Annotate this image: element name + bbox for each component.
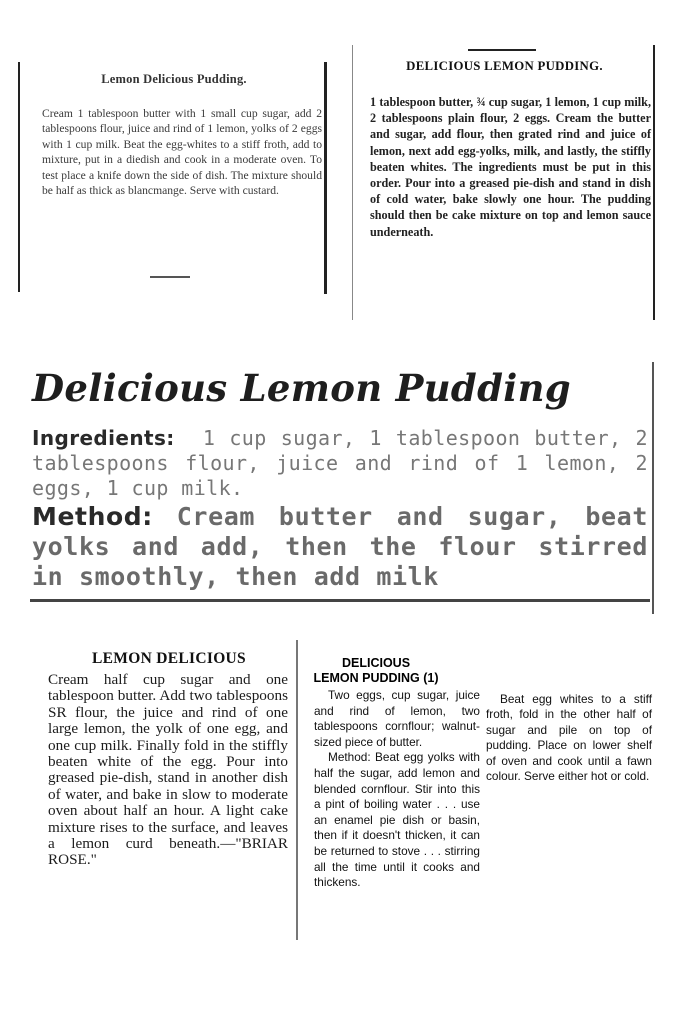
method-body: Cream butter and sugar, beat yolks and add, then the flour stirred in smoothly, then add milk bbox=[32, 502, 648, 591]
column-right bbox=[486, 692, 652, 784]
clipping-body: 1 tablespoon butter, ¾ cup sugar, 1 lemon, 1 cup milk, 2 tablespoons plain flour, 2 eggs. Cream the butter and sugar, add flour, then grated rind and juice of lemon, next add egg-yolks, milk, and lastly, the stiffly beaten whites. The ingredients must be put in this order. Pour into a greased pie-dish and stand in dish of cold water, bake slowly one hour. The pudding should then be cake mixture on top and lemon sauce underneath. bbox=[370, 95, 651, 239]
title-line-2: LEMON PUDDING (1) bbox=[313, 671, 439, 685]
title-line-1: DELICIOUS bbox=[341, 656, 411, 670]
clipping-title: Lemon Delicious Pudding. bbox=[101, 72, 247, 86]
clipping-lemon-delicious bbox=[40, 640, 298, 950]
clipping-title: LEMON DELICIOUS bbox=[92, 650, 246, 667]
clipping-delicious-lemon-pudding-2 bbox=[306, 650, 678, 950]
clipping-body: Cream half cup sugar and one tablespoon butter. Add two tablespoons SR flour, the juice and rind of one large lemon, the yolk of one egg, and one cup milk. Finally fold in the stiffly beaten white of the egg. Pour into greased pie-dish, stand in another dish of water, and bake in slow to moderate oven about half an hour. A light cake mixture rises to the surface, and leaves a lemon curd beneath.—"BRIAR ROSE." bbox=[48, 671, 288, 869]
paragraph: Method: Beat egg yolks with half the sugar, add lemon and blended cornflour. Stir into this a pint of boiling water . . . use an enamel pie dish or basin, then if it doesn't thicken, it can be returned to stove . . . stirring all the time until it cooks and thickens. bbox=[314, 750, 480, 890]
column-rule-left bbox=[18, 62, 20, 292]
ingredients-label: Ingredients: bbox=[32, 426, 175, 450]
ingredients-text bbox=[32, 426, 648, 501]
column-rule-right bbox=[653, 45, 655, 320]
clipping-title bbox=[306, 656, 446, 686]
clipping-title: Delicious Lemon Pudding bbox=[32, 366, 571, 410]
paragraph: Beat egg whites to a stiff froth, fold in the other half of sugar and pile on top of pudding. Place on lower shelf of oven and cook until a fawn colour. Serve either hot or cold. bbox=[486, 692, 652, 784]
end-rule bbox=[150, 276, 190, 278]
top-rule bbox=[468, 49, 536, 51]
paragraph: Two eggs, cup sugar, juice and rind of lemon, two tablespoons cornflour; walnut-sized piece of butter. bbox=[314, 688, 480, 749]
column-rule-right bbox=[296, 640, 298, 940]
clipping-title: DELICIOUS LEMON PUDDING. bbox=[406, 59, 603, 73]
clipping-lemon-delicious-pudding bbox=[18, 62, 330, 294]
method-text bbox=[32, 502, 648, 592]
column-left bbox=[314, 688, 480, 891]
clipping-delicious-lemon-pudding-large bbox=[26, 362, 656, 614]
bottom-rule bbox=[30, 599, 650, 602]
clipping-body: Cream 1 tablespoon butter with 1 small cup sugar, add 2 tablespoons flour, juice and rind of 1 lemon, yolks of 2 eggs with 1 cup milk. Beat the egg-whites to a stiff froth, add to mixture, put in a diedish and cook in a moderate oven. To test place a knife down the side of dish. The mixture should be half as thick as blancmange. Serve with custard. bbox=[42, 107, 322, 198]
ingredients-list: 1 cup sugar, 1 tablespoon butter, 2 tablespoons flour, juice and rind of 1 lemon, 2 eggs, 1 cup milk. bbox=[32, 426, 648, 500]
clipping-delicious-lemon-pudding-1 bbox=[352, 45, 657, 320]
column-rule-left bbox=[352, 45, 353, 320]
column-rule-right bbox=[324, 62, 327, 294]
method-label: Method: bbox=[32, 502, 153, 531]
column-rule-right bbox=[652, 362, 654, 614]
